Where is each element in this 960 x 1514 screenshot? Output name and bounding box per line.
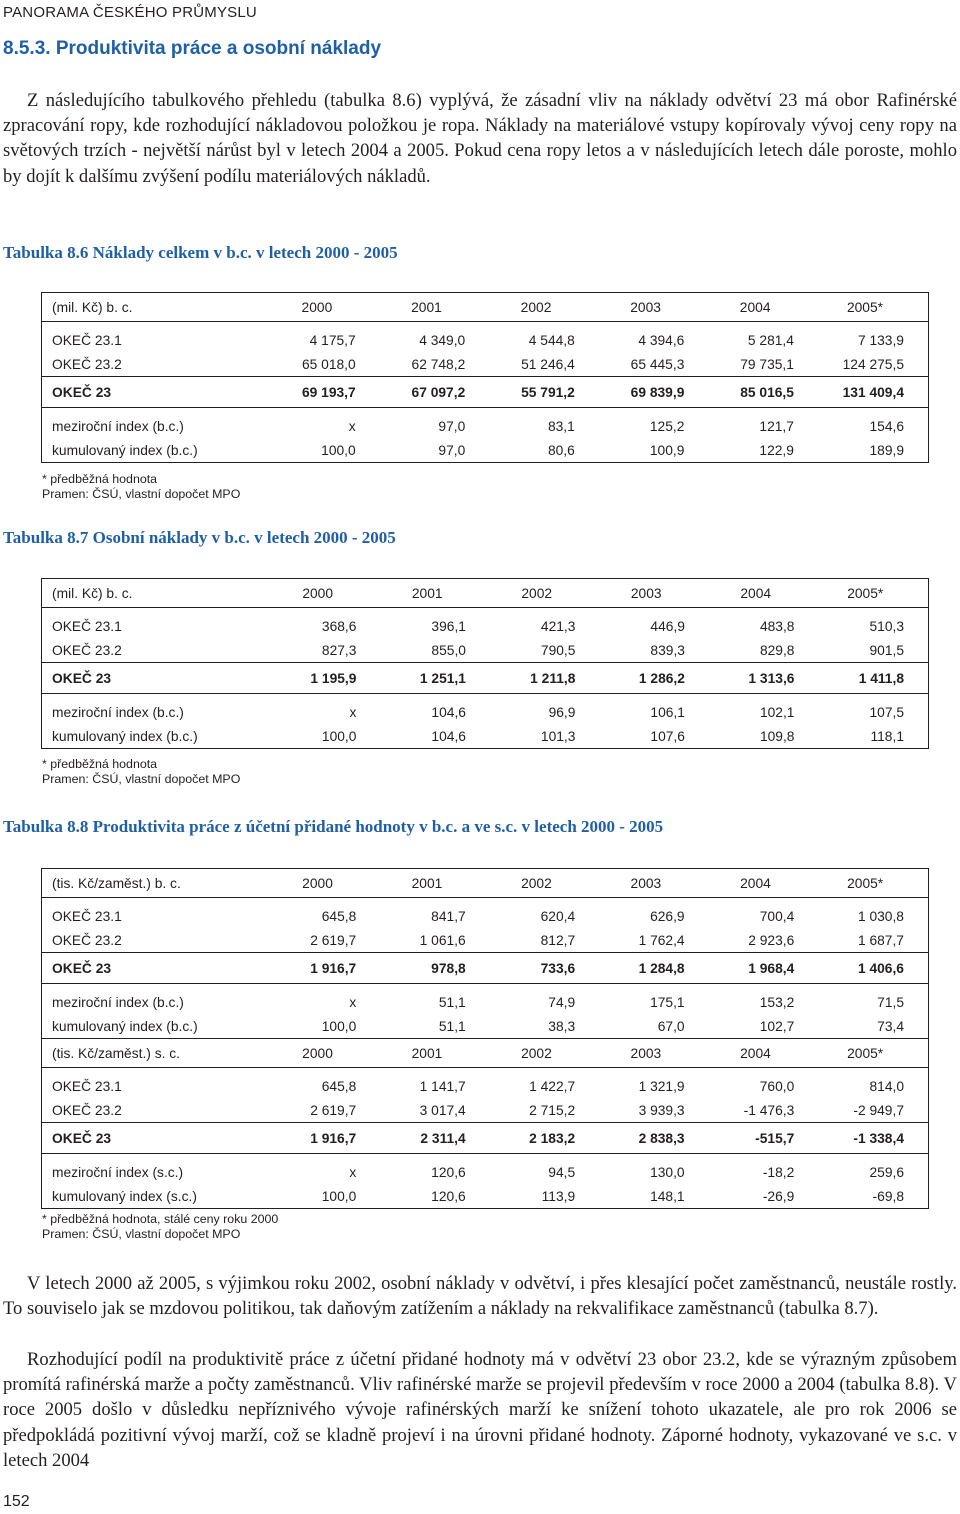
table-cell: 109,8 <box>759 728 795 744</box>
row-label: meziroční index (b.c.) <box>52 418 184 434</box>
table-cell: 1 968,4 <box>709 953 819 984</box>
unit-label: (tis. Kč/zaměst.) b. c. <box>42 869 271 898</box>
row-label: OKEČ 23.1 <box>52 908 122 924</box>
year-header: 2003 <box>599 293 709 322</box>
table-cell: 73,4 <box>877 1018 904 1034</box>
table-cell: -1 476,3 <box>743 1102 795 1118</box>
table-cell: 67,0 <box>657 1018 685 1034</box>
table-cell: 175,1 <box>650 994 685 1010</box>
table-row <box>42 724 929 749</box>
table-cell: 120,6 <box>431 1188 466 1204</box>
table-cell: 130,0 <box>650 1164 685 1180</box>
table-cell: 396,1 <box>431 618 466 634</box>
table-cell: 62 748,2 <box>411 356 466 372</box>
table-cell: 978,8 <box>380 953 489 984</box>
row-label: OKEČ 23 <box>42 953 271 984</box>
table-cell: 148,1 <box>650 1188 685 1204</box>
page-number: 152 <box>3 1493 30 1510</box>
table-cell: 113,9 <box>541 1188 576 1204</box>
table-cell: 122,9 <box>759 442 794 458</box>
table-cell: 69 193,7 <box>270 377 380 408</box>
year-header: 2001 <box>380 579 490 608</box>
table-cell: 94,5 <box>548 1164 576 1180</box>
intro-paragraph: Z následujícího tabulkového přehledu (tabulka 8.6) vyplývá, že zásadní vliv na náklady odvětví 23 má obor Rafinérské zpracování ropy, kde rozhodující nákladovou položkou je ropa. Náklady na materiálové vstupy kopírovaly vývoj ceny ropy na světových trzích - největší nárůst byl v letech 2004 a 2005. Pokud cena ropy letos a v následujících letech dále poroste, mohlo by dojít k dalšímu zvýšení podílu materiálových nákladů. <box>3 90 957 187</box>
table-cell: 368,6 <box>321 618 357 634</box>
table-cell: 626,9 <box>650 908 685 924</box>
row-label: OKEČ 23 <box>42 663 271 694</box>
running-head: PANORAMA ČESKÉHO PRŮMYSLU <box>3 4 257 21</box>
table-row <box>42 1014 929 1039</box>
table-cell: -69,8 <box>872 1188 904 1204</box>
table-cell: 259,6 <box>869 1164 904 1180</box>
table-cell: 814,0 <box>869 1078 904 1094</box>
row-label: kumulovaný index (b.c.) <box>52 442 198 458</box>
table-cell: 1 195,9 <box>271 663 381 694</box>
table-cell: 102,1 <box>759 704 795 720</box>
row-label: OKEČ 23.2 <box>52 642 122 658</box>
table-cell: 645,8 <box>321 1078 357 1094</box>
row-label: kumulovaný index (b.c.) <box>52 1018 198 1034</box>
table-row <box>42 1184 929 1209</box>
table-cell: 839,3 <box>650 642 685 658</box>
table-cell: 1 406,6 <box>818 953 928 984</box>
table-8-6-caption: Tabulka 8.6 Náklady celkem v b.c. v letech 2000 - 2005 <box>3 243 398 262</box>
table-cell: 1 422,7 <box>529 1078 576 1094</box>
table-cell: 153,2 <box>759 994 795 1010</box>
unit-label: (mil. Kč) b. c. <box>42 579 271 608</box>
row-label: OKEČ 23.2 <box>52 356 122 372</box>
table-cell: 83,1 <box>547 418 575 434</box>
table-cell: 71,5 <box>877 994 904 1010</box>
table-cell: 1 061,6 <box>419 932 466 948</box>
table-row <box>42 1154 929 1185</box>
total-row <box>42 953 929 984</box>
table-8-8-caption: Tabulka 8.8 Produktivita práce z účetní přidané hodnoty v b.c. a ve s.c. v letech 2000 - 2005 <box>3 817 664 836</box>
row-label: OKEČ 23.1 <box>52 618 122 634</box>
table-8-8-note: * předběžná hodnota, stálé ceny roku 2000 <box>42 1212 279 1226</box>
table-cell: 812,7 <box>540 932 576 948</box>
table-cell: 901,5 <box>869 642 904 658</box>
row-label: OKEČ 23.1 <box>52 332 122 348</box>
table-cell: 67 097,2 <box>380 377 490 408</box>
row-label: OKEČ 23.1 <box>52 1078 122 1094</box>
year-header: 2004 <box>708 293 818 322</box>
table-row <box>42 408 929 439</box>
table-row <box>42 898 929 929</box>
table-row <box>42 638 929 663</box>
table-cell: 51,1 <box>438 994 466 1010</box>
table-cell: 120,6 <box>431 1164 466 1180</box>
year-header: 2004 <box>709 869 819 898</box>
table-8-6-note: * předběžná hodnota <box>42 472 158 486</box>
table-header-row <box>42 869 929 898</box>
table-cell: 4 175,7 <box>309 332 356 348</box>
table-cell: 1 030,8 <box>857 908 904 924</box>
row-label: OKEČ 23 <box>42 1123 271 1154</box>
year-header: 2000 <box>270 293 380 322</box>
table-row <box>42 1068 929 1099</box>
table-cell: 3 939,3 <box>638 1102 685 1118</box>
table-cell: -1 338,4 <box>818 1123 928 1154</box>
table-cell: 3 017,4 <box>419 1102 466 1118</box>
table-cell: 1 286,2 <box>599 663 709 694</box>
total-row <box>42 377 929 408</box>
table-row <box>42 984 929 1015</box>
table-cell: 55 791,2 <box>489 377 599 408</box>
table-row <box>42 694 929 725</box>
row-label: meziroční index (b.c.) <box>52 994 184 1010</box>
year-header: 2001 <box>380 1039 489 1068</box>
table-cell: 107,6 <box>650 728 685 744</box>
table-cell: 100,0 <box>321 1018 357 1034</box>
table-cell: 51 246,4 <box>521 356 575 372</box>
table-cell: 841,7 <box>431 908 466 924</box>
table-cell: 125,2 <box>649 418 685 434</box>
table-cell: 69 839,9 <box>599 377 709 408</box>
year-header: 2000 <box>271 579 381 608</box>
table-cell: 446,9 <box>650 618 685 634</box>
table-cell: -18,2 <box>762 1164 795 1180</box>
table-cell: 38,3 <box>548 1018 576 1034</box>
year-header: 2005* <box>818 293 929 322</box>
table-row <box>42 1098 929 1123</box>
table-cell: 100,0 <box>321 728 357 744</box>
table-cell: x <box>349 704 357 720</box>
table-cell: 2 311,4 <box>380 1123 489 1154</box>
table-cell: 4 349,0 <box>419 332 466 348</box>
table-cell: 827,3 <box>321 642 357 658</box>
table-cell: 121,7 <box>759 418 794 434</box>
year-header: 2004 <box>709 1039 819 1068</box>
table-cell: 700,4 <box>759 908 795 924</box>
table-row <box>42 322 929 353</box>
table-cell: 100,0 <box>321 442 356 458</box>
table-cell: 4 394,6 <box>638 332 685 348</box>
year-header: 2000 <box>271 869 380 898</box>
year-header: 2005* <box>818 579 928 608</box>
table-cell: 421,3 <box>540 618 576 634</box>
year-header: 2003 <box>599 579 709 608</box>
table-8-6 <box>41 292 929 463</box>
table-cell: 100,9 <box>649 442 685 458</box>
table-8-7 <box>41 578 929 749</box>
table-cell: 7 133,9 <box>857 332 904 348</box>
year-header: 2003 <box>599 869 708 898</box>
table-cell: 104,6 <box>431 704 466 720</box>
table-cell: 1 321,9 <box>638 1078 685 1094</box>
unit-label: (mil. Kč) b. c. <box>42 293 271 322</box>
table-cell: 829,8 <box>759 642 795 658</box>
table-cell: 74,9 <box>548 994 576 1010</box>
table-cell: 1 251,1 <box>380 663 490 694</box>
table-cell: 483,8 <box>759 618 795 634</box>
table-cell: 2 619,7 <box>310 932 357 948</box>
table-cell: 1 141,7 <box>419 1078 466 1094</box>
year-header: 2002 <box>490 869 599 898</box>
table-header-row <box>42 293 929 322</box>
table-cell: 85 016,5 <box>708 377 818 408</box>
table-8-8-source: Pramen: ČSÚ, vlastní dopočet MPO <box>42 1227 241 1241</box>
year-header: 2001 <box>380 869 489 898</box>
table-cell: 101,3 <box>540 728 576 744</box>
table-row <box>42 928 929 953</box>
row-label: OKEČ 23.2 <box>52 1102 122 1118</box>
table-cell: 645,8 <box>321 908 357 924</box>
table-cell: -2 949,7 <box>853 1102 904 1118</box>
year-header: 2005* <box>818 869 928 898</box>
unit-label: (tis. Kč/zaměst.) s. c. <box>42 1039 271 1068</box>
year-header: 2004 <box>709 579 819 608</box>
table-cell: 620,4 <box>540 908 576 924</box>
table-cell: 104,6 <box>431 728 466 744</box>
table-cell: 1 916,7 <box>271 953 380 984</box>
year-header: 2002 <box>490 579 599 608</box>
table-8-6-source: Pramen: ČSÚ, vlastní dopočet MPO <box>42 487 241 501</box>
table-cell: 1 411,8 <box>818 663 928 694</box>
table-header-row <box>42 579 929 608</box>
table-cell: 124 275,5 <box>842 356 904 372</box>
table-cell: 1 916,7 <box>271 1123 380 1154</box>
table-8-7-note: * předběžná hodnota <box>42 757 158 771</box>
table-cell: 65 018,0 <box>301 356 356 372</box>
table-cell: x <box>349 994 357 1010</box>
table-cell: -26,9 <box>762 1188 795 1204</box>
table-cell: 131 409,4 <box>818 377 929 408</box>
table-cell: 96,9 <box>548 704 576 720</box>
table-8-7-source: Pramen: ČSÚ, vlastní dopočet MPO <box>42 772 241 786</box>
row-label: meziroční index (b.c.) <box>52 704 184 720</box>
table-cell: 5 281,4 <box>747 332 794 348</box>
body-paragraph-1: V letech 2000 až 2005, s výjimkou roku 2002, osobní náklady v odvětví, i přes klesající počet zaměstnanců, neustále rostly. To souviselo jak se mzdovou politikou, tak daňovým zatížením a náklady na rekvalifikace zaměstnanců (tabulka 8.7). <box>3 1273 957 1320</box>
body-paragraph-2: Rozhodující podíl na produktivitě práce z účetní přidané hodnoty má v odvětví 23 obor 23.2, kde se výrazným způsobem promítá rafinérská marže a počty zaměstnanců. Vliv rafinérské marže se projevil především v roce 2000 a 2004 (tabulka 8.8). V roce 2005 došlo v důsledku nepříznivého vývoje rafinérských marží ke snížení tohoto ukazatele, ale pro rok 2006 se předpokládá pozitivní vývoj marží, což se kladně projeví i na úrovni přidané hodnoty. Záporné hodnoty, vykazované ve s.c. v letech 2004 <box>3 1349 957 1471</box>
table-row <box>42 608 929 639</box>
table-cell: 65 445,3 <box>630 356 685 372</box>
table-cell: 118,1 <box>870 728 904 744</box>
table-8-7-caption: Tabulka 8.7 Osobní náklady v b.c. v letech 2000 - 2005 <box>3 528 396 547</box>
year-header: 2000 <box>271 1039 380 1068</box>
table-header-row <box>42 1039 929 1068</box>
table-cell: 2 183,2 <box>490 1123 599 1154</box>
table-cell: 1 284,8 <box>599 953 708 984</box>
table-cell: 1 211,8 <box>490 663 599 694</box>
row-label: kumulovaný index (s.c.) <box>52 1188 197 1204</box>
section-title: 8.5.3. Produktivita práce a osobní náklady <box>3 38 382 59</box>
table-cell: 855,0 <box>431 642 466 658</box>
table-cell: 790,5 <box>540 642 576 658</box>
table-cell: 154,6 <box>869 418 904 434</box>
table-cell: 79 735,1 <box>740 356 794 372</box>
table-cell: 102,7 <box>759 1018 795 1034</box>
table-cell: 2 838,3 <box>599 1123 708 1154</box>
row-label: meziroční index (s.c.) <box>52 1164 184 1180</box>
table-cell: 2 715,2 <box>529 1102 576 1118</box>
table-cell: 4 544,8 <box>528 332 575 348</box>
year-header: 2005* <box>818 1039 928 1068</box>
table-cell: 2 923,6 <box>748 932 795 948</box>
table-8-8 <box>41 868 929 1209</box>
total-row <box>42 663 929 694</box>
row-label: kumulovaný index (b.c.) <box>52 728 198 744</box>
table-cell: 97,0 <box>438 418 466 434</box>
table-row <box>42 438 929 463</box>
year-header: 2003 <box>599 1039 708 1068</box>
table-cell: -515,7 <box>709 1123 819 1154</box>
table-cell: x <box>349 1164 357 1180</box>
table-cell: 189,9 <box>869 442 904 458</box>
table-cell: x <box>348 418 356 434</box>
table-cell: 1 762,4 <box>638 932 685 948</box>
table-cell: 51,1 <box>438 1018 466 1034</box>
table-cell: 1 687,7 <box>857 932 904 948</box>
year-header: 2002 <box>489 293 599 322</box>
total-row <box>42 1123 929 1154</box>
table-cell: 106,1 <box>650 704 685 720</box>
table-row <box>42 352 929 377</box>
year-header: 2002 <box>490 1039 599 1068</box>
table-cell: 80,6 <box>547 442 575 458</box>
row-label: OKEČ 23 <box>42 377 271 408</box>
table-cell: 510,3 <box>869 618 904 634</box>
table-cell: 2 619,7 <box>310 1102 357 1118</box>
table-cell: 100,0 <box>321 1188 357 1204</box>
table-cell: 760,0 <box>759 1078 795 1094</box>
table-cell: 97,0 <box>438 442 466 458</box>
year-header: 2001 <box>380 293 490 322</box>
table-cell: 733,6 <box>490 953 599 984</box>
row-label: OKEČ 23.2 <box>52 932 122 948</box>
table-cell: 107,5 <box>869 704 904 720</box>
table-cell: 1 313,6 <box>709 663 819 694</box>
